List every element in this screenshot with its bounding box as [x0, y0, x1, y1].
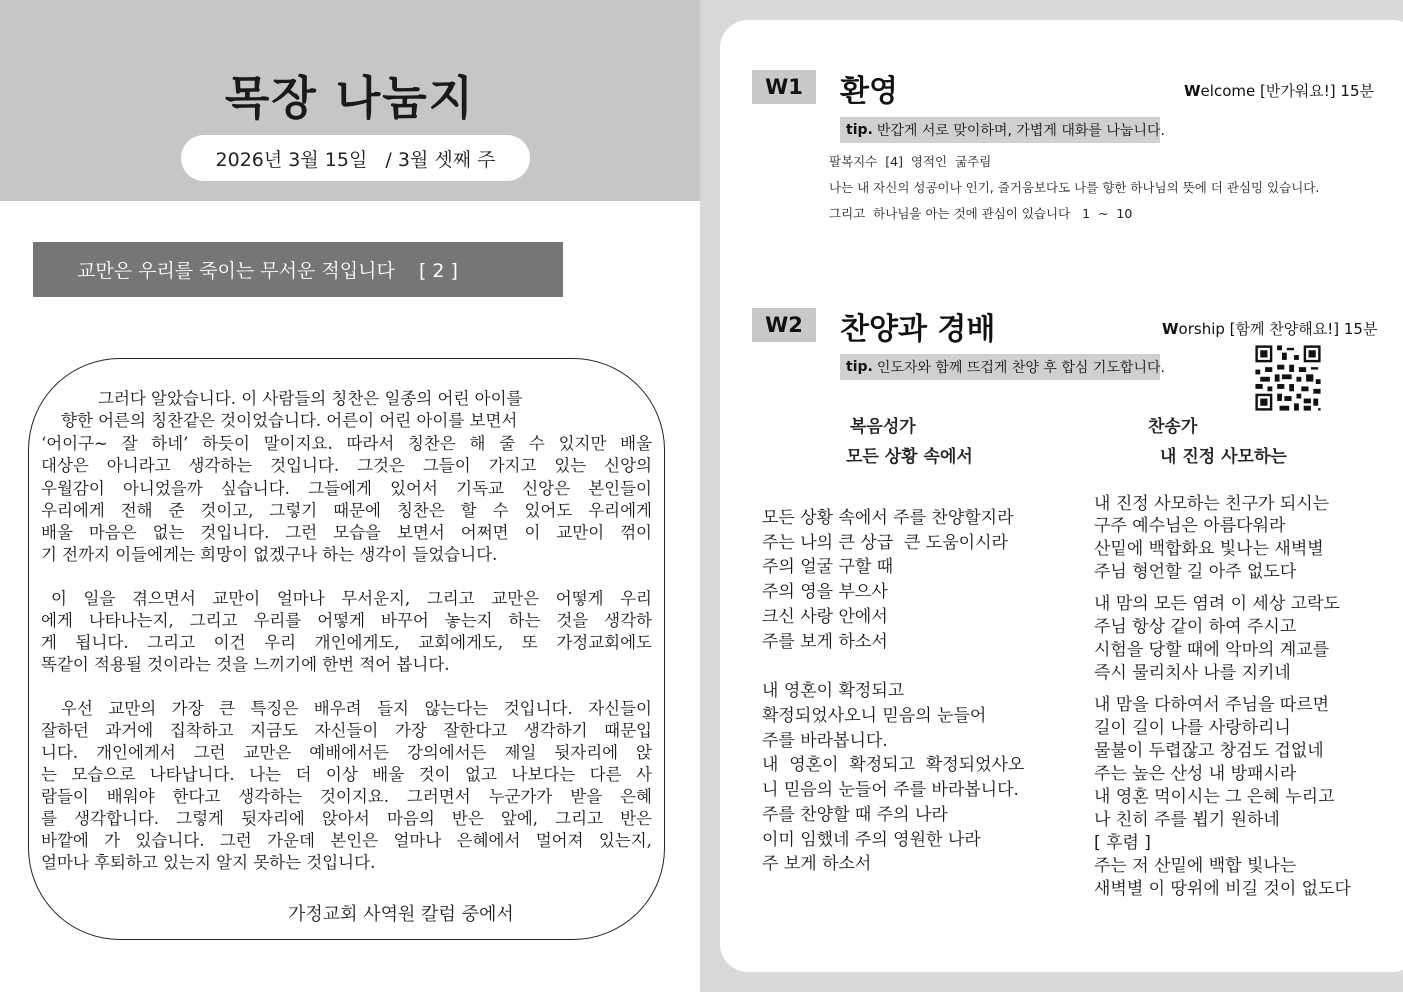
left-page	[0, 0, 700, 992]
song2-category: 찬송가	[1148, 417, 1198, 437]
song2-lyric: 내 맘을 다하여서 주님을 따르면	[1094, 695, 1330, 715]
song2-lyric: 구주 예수님은 아름다워라	[1094, 516, 1286, 536]
w2-subtitle	[1162, 318, 1377, 339]
w1-line: 팔복지수 [4] 영적인 굶주림	[829, 154, 992, 169]
essay-line: 는 모습으로 나타납니다. 나는 더 이상 배울 것이 없고 나보다는 다른 사	[41, 765, 652, 784]
song1-lyric: 이미 임했네 주의 영원한 나라	[762, 830, 981, 850]
song2-lyric: 산밑에 백합화요 빛나는 새벽별	[1094, 539, 1324, 559]
essay-source: 가정교회 사역원 칼럼 중에서	[288, 904, 514, 925]
song1-lyric: 주를 찬양할 때 주의 나라	[762, 805, 948, 825]
song1-title: 모든 상황 속에서	[846, 447, 973, 467]
essay-line: 기 전까지 이들에게는 희망이 없겠구나 하는 생각이 들었습니다.	[41, 545, 498, 564]
tip-label: tip.	[846, 359, 873, 375]
w1-subtitle-initial: W	[1184, 82, 1201, 100]
song2-title: 내 진정 사모하는	[1160, 447, 1287, 467]
w1-tip	[840, 117, 1165, 143]
w1-tag: W1	[752, 70, 816, 104]
song2-lyric: 주님 형언할 길 아주 없도다	[1094, 562, 1297, 582]
song2-lyric: 길이 길이 나를 사랑하리니	[1094, 718, 1291, 738]
song1-lyric: 크신 사랑 안에서	[762, 607, 888, 627]
song1-lyric: 주의 영을 부으사	[762, 582, 888, 602]
song1-category: 복음성가	[850, 417, 916, 437]
essay-line: 에게 나타나는지, 그리고 우리를 어떻게 바꾸어 놓는지 하는 것을 생각하	[41, 611, 652, 630]
w2-subtitle-initial: W	[1162, 320, 1179, 338]
essay-line: 그러다 알았습니다. 이 사람들의 칭찬은 일종의 어린 아이를	[98, 389, 523, 408]
essay-line: 게 됩니다. 그리고 이건 우리 개인에게도, 교회에게도, 또 가정교회에도	[41, 633, 652, 652]
song1-lyric: 모든 상황 속에서 주를 찬양할지라	[762, 508, 1014, 528]
song1-lyric: 주를 바라봅니다.	[762, 731, 888, 751]
song1-lyric: 내 영혼이 확정되고	[762, 681, 905, 701]
essay-line: 니다. 개인에게서 그런 교만은 예배에서든 강의에서든 제일 뒷자리에 앉	[41, 743, 652, 762]
essay-line: 배울 마음은 없는 것입니다. 그런 모습을 보면서 어쩌면 이 교만이 꺾이	[41, 523, 652, 542]
sermon-title-banner: 교만은 우리를 죽이는 무서운 적입니다 [ 2 ]	[33, 242, 563, 297]
w1-heading: 환영	[840, 74, 898, 109]
essay-line: 우월감이 아니었을까 싶습니다. 그들에게 있어서 기독교 신앙은 본인들이	[41, 479, 652, 498]
song2-lyric: 나 친히 주를 뵙기 원하네	[1094, 810, 1280, 830]
song2-lyric: 시험을 당할 때에 악마의 계교를	[1094, 640, 1330, 660]
song1-lyric: 확정되었사오니 믿음의 눈들어	[762, 706, 987, 726]
essay-line: 우리에게 전해 준 것이고, 그렇기 때문에 칭찬은 할 수 있어도 우리에게	[41, 501, 652, 520]
song1-lyric: 내 영혼이 확정되고 확정되었사오	[762, 755, 1025, 775]
left-header	[0, 0, 700, 201]
song2-lyric: 즉시 물리치사 나를 지키네	[1094, 663, 1291, 683]
essay-line: 대상은 아니라고 생각하는 것입니다. 그것은 그들이 가지고 있는 신앙의	[41, 456, 652, 475]
song2-lyric: 주는 저 산밑에 백합 빛나는	[1094, 856, 1297, 876]
essay-line: 이 일을 겪으면서 교만이 얼마나 무서운지, 그리고 교만은 어떻게 우리	[51, 589, 652, 608]
tip-text: 반갑게 서로 맞이하며, 가볍게 대화를 나눕니다.	[876, 123, 1165, 139]
song2-lyric: [ 후렴 ]	[1094, 833, 1151, 853]
w1-subtitle-rest: elcome [반가워요!] 15분	[1200, 82, 1374, 100]
essay-line: 똑같이 적용될 것이라는 것을 느끼기에 한번 적어 봅니다.	[41, 655, 450, 674]
song1-lyric: 니 믿음의 눈들어 주를 바라봅니다.	[762, 780, 1019, 800]
essay-line: 얼마나 후퇴하고 있는지 알지 못하는 것입니다.	[41, 853, 376, 872]
song2-lyric: 내 진정 사모하는 친구가 되시는	[1094, 494, 1330, 514]
song2-lyric: 내 영혼 먹이시는 그 은혜 누리고	[1094, 787, 1335, 807]
essay-line: 향한 어른의 칭찬같은 것이었습니다. 어른이 어린 아이를 보면서	[61, 411, 518, 430]
essay-line: ‘어이구~ 잘 하네’ 하듯이 말이지요. 따라서 칭찬은 해 줄 수 있지만 배울	[41, 434, 652, 453]
song2-lyric: 주님 항상 같이 하여 주시고	[1094, 617, 1297, 637]
song1-lyric: 주는 나의 큰 상급 큰 도움이시라	[762, 533, 1008, 553]
w2-subtitle-rest: orship [함께 찬양해요!] 15분	[1178, 320, 1378, 338]
w1-subtitle	[1184, 80, 1374, 101]
essay-line: 람들이 배워야 한다고 생각하는 것이지요. 그러면서 누군가가 받을 은혜	[41, 787, 652, 806]
tip-label: tip.	[846, 122, 873, 138]
song1-lyric: 주의 얼굴 구할 때	[762, 557, 894, 577]
essay-line: 우선 교만의 가장 큰 특징은 배우려 들지 않는다는 것입니다. 자신들이	[61, 699, 652, 718]
song1-lyric: 주 보게 하소서	[762, 854, 872, 874]
song2-lyric: 물불이 두렵잖고 창검도 겁없네	[1094, 741, 1324, 761]
essay-line: 잘하던 과거에 집착하고 지금도 자신들이 가장 잘한다고 생각하기 때문입	[41, 721, 652, 740]
song2-lyric: 내 맘의 모든 염려 이 세상 고락도	[1094, 594, 1340, 614]
w2-tip	[840, 354, 1165, 380]
date-label: 2026년 3월 15일 / 3월 셋째 주	[181, 135, 530, 181]
w1-line: 그리고 하나님을 아는 것에 관심이 있습니다 1 ~ 10	[829, 206, 1133, 221]
song1-lyric: 주를 보게 하소서	[762, 632, 888, 652]
essay-line: 바깥에 가 있습니다. 그런 가운데 본인은 얼마나 은혜에서 멀어져 있는지,	[41, 831, 652, 850]
qr-code-icon[interactable]	[1253, 343, 1323, 413]
w1-line: 나는 내 자신의 성공이나 인기, 즐거움보다도 나를 향한 하나님의 뜻에 더 관심밍 있습니다.	[829, 180, 1320, 195]
page-title: 목장 나눔지	[224, 71, 476, 125]
tip-text: 인도자와 함께 뜨겁게 찬양 후 합심 기도합니다.	[876, 360, 1165, 376]
w2-tag: W2	[752, 308, 816, 342]
song2-lyric: 주는 높은 산성 내 방패시라	[1094, 764, 1297, 784]
song2-lyric: 새벽별 이 땅위에 비길 것이 없도다	[1094, 879, 1351, 899]
w2-heading: 찬양과 경배	[840, 312, 996, 347]
essay-line: 를 생각합니다. 그렇게 뒷자리에 앉아서 마음의 반은 앞에, 그리고 반은	[41, 809, 652, 828]
